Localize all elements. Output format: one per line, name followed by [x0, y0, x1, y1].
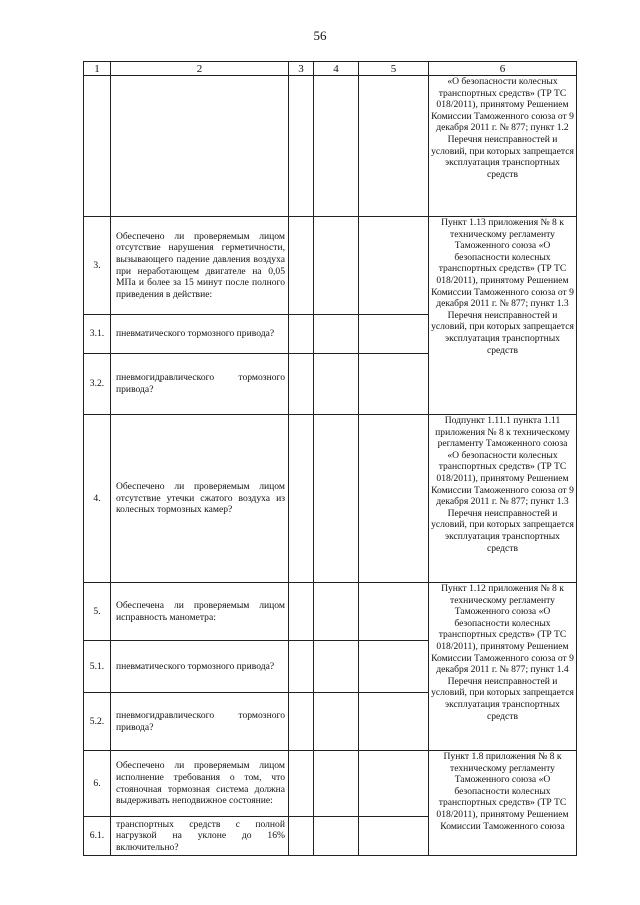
cell-col-5	[359, 354, 429, 415]
cell-col-5	[359, 217, 429, 315]
cell-col-4	[314, 751, 359, 817]
row-reference: Пункт 1.8 приложения № 8 к техническому регламенту Таможенного союза «О безопасности колесных транспортных средств» (ТР ТС 018/2011), принятому Решением Комиссии Таможенного союза	[429, 751, 577, 856]
cell-col-5	[359, 76, 429, 217]
cell-col-4	[314, 415, 359, 583]
row-question: Обеспечено ли проверяемым лицом отсутствие утечки сжатого воздуха из колесных тормозных камер?	[111, 415, 289, 583]
header-col-4: 4	[314, 62, 359, 76]
row-reference: Пункт 1.13 приложения № 8 к техническому регламенту Таможенного союза «О безопасности колесных транспортных средств» (ТР ТС 018/2011), принятому Решением Комиссии Таможенного союза от 9 декабря 2011 г. № 877; пункт 1.3 Перечня неисправностей и условий, при которых запрещается эксплуатация транспортных средств	[429, 217, 577, 415]
row-question	[111, 76, 289, 217]
row-reference: «О безопасности колесных транспортных средств» (ТР ТС 018/2011), принятому Решением Комиссии Таможенного союза от 9 декабря 2011 г. № 877; пункт 1.2 Перечня неисправностей и условий, при которых запрещается эксплуатация транспортных средств	[429, 76, 577, 217]
cell-col-3	[289, 415, 314, 583]
table-row	[84, 751, 577, 817]
page-number: 56	[313, 28, 327, 43]
cell-col-4	[314, 354, 359, 415]
cell-col-5	[359, 751, 429, 817]
row-question: Обеспечено ли проверяемым лицом исполнение требования о том, что стояночная тормозная система должна выдерживать неподвижное состояние:	[111, 751, 289, 817]
row-number: 6.	[84, 751, 111, 817]
header-col-2: 2	[111, 62, 289, 76]
header-col-5: 5	[359, 62, 429, 76]
cell-col-3	[289, 315, 314, 354]
row-question: Обеспечена ли проверяемым лицом исправность манометра:	[111, 583, 289, 641]
cell-col-5	[359, 817, 429, 856]
row-number	[84, 76, 111, 217]
cell-col-5	[359, 693, 429, 751]
row-question: пневмогидравлического тормозного привода?	[111, 693, 289, 751]
header-row	[84, 62, 577, 76]
cell-col-5	[359, 415, 429, 583]
header-col-3: 3	[289, 62, 314, 76]
cell-col-5	[359, 315, 429, 354]
table-row	[84, 583, 577, 641]
row-number: 5.2.	[84, 693, 111, 751]
cell-col-3	[289, 583, 314, 641]
header-col-1: 1	[84, 62, 111, 76]
table-row	[84, 415, 577, 583]
cell-col-4	[314, 641, 359, 693]
row-question: пневмогидравлического тормозного привода?	[111, 354, 289, 415]
cell-col-3	[289, 354, 314, 415]
row-number: 3.	[84, 217, 111, 315]
row-number: 5.1.	[84, 641, 111, 693]
row-question: Обеспечено ли проверяемым лицом отсутствие нарушения герметичности, вызывающего падение давления воздуха при неработающем двигателе на 0,05 МПа и более за 15 минут после полного приведения в действие:	[111, 217, 289, 315]
cell-col-5	[359, 583, 429, 641]
row-question: пневматического тормозного привода?	[111, 641, 289, 693]
cell-col-3	[289, 217, 314, 315]
row-question: транспортных средств с полной нагрузкой на уклоне до 16% включительно?	[111, 817, 289, 856]
row-number: 4.	[84, 415, 111, 583]
cell-col-3	[289, 693, 314, 751]
row-number: 6.1.	[84, 817, 111, 856]
cell-col-3	[289, 751, 314, 817]
cell-col-4	[314, 315, 359, 354]
header-col-6: 6	[429, 62, 577, 76]
row-number: 3.1.	[84, 315, 111, 354]
cell-col-4	[314, 217, 359, 315]
table-row	[84, 76, 577, 217]
checklist-table	[83, 61, 577, 856]
row-number: 5.	[84, 583, 111, 641]
cell-col-4	[314, 583, 359, 641]
cell-col-4	[314, 693, 359, 751]
row-reference: Подпункт 1.11.1 пункта 1.11 приложения № 8 к техническому регламенту Таможенного союза «О безопасности колесных транспортных средств» (ТР ТС 018/2011), принятому Решением Комиссии Таможенного союза от 9 декабря 2011 г. № 877; пункт 1.3 Перечня неисправностей и условий, при которых запрещается эксплуатация транспортных средств	[429, 415, 577, 583]
cell-col-3	[289, 76, 314, 217]
cell-col-3	[289, 817, 314, 856]
row-question: пневматического тормозного привода?	[111, 315, 289, 354]
cell-col-5	[359, 641, 429, 693]
cell-col-4	[314, 76, 359, 217]
row-reference: Пункт 1.12 приложения № 8 к техническому регламенту Таможенного союза «О безопасности колесных транспортных средств» (ТР ТС 018/2011), принятому Решением Комиссии Таможенного союза от 9 декабря 2011 г. № 877; пункт 1.4 Перечня неисправностей и условий, при которых запрещается эксплуатация транспортных средств	[429, 583, 577, 751]
cell-col-4	[314, 817, 359, 856]
table-row	[84, 217, 577, 315]
row-number: 3.2.	[84, 354, 111, 415]
cell-col-3	[289, 641, 314, 693]
